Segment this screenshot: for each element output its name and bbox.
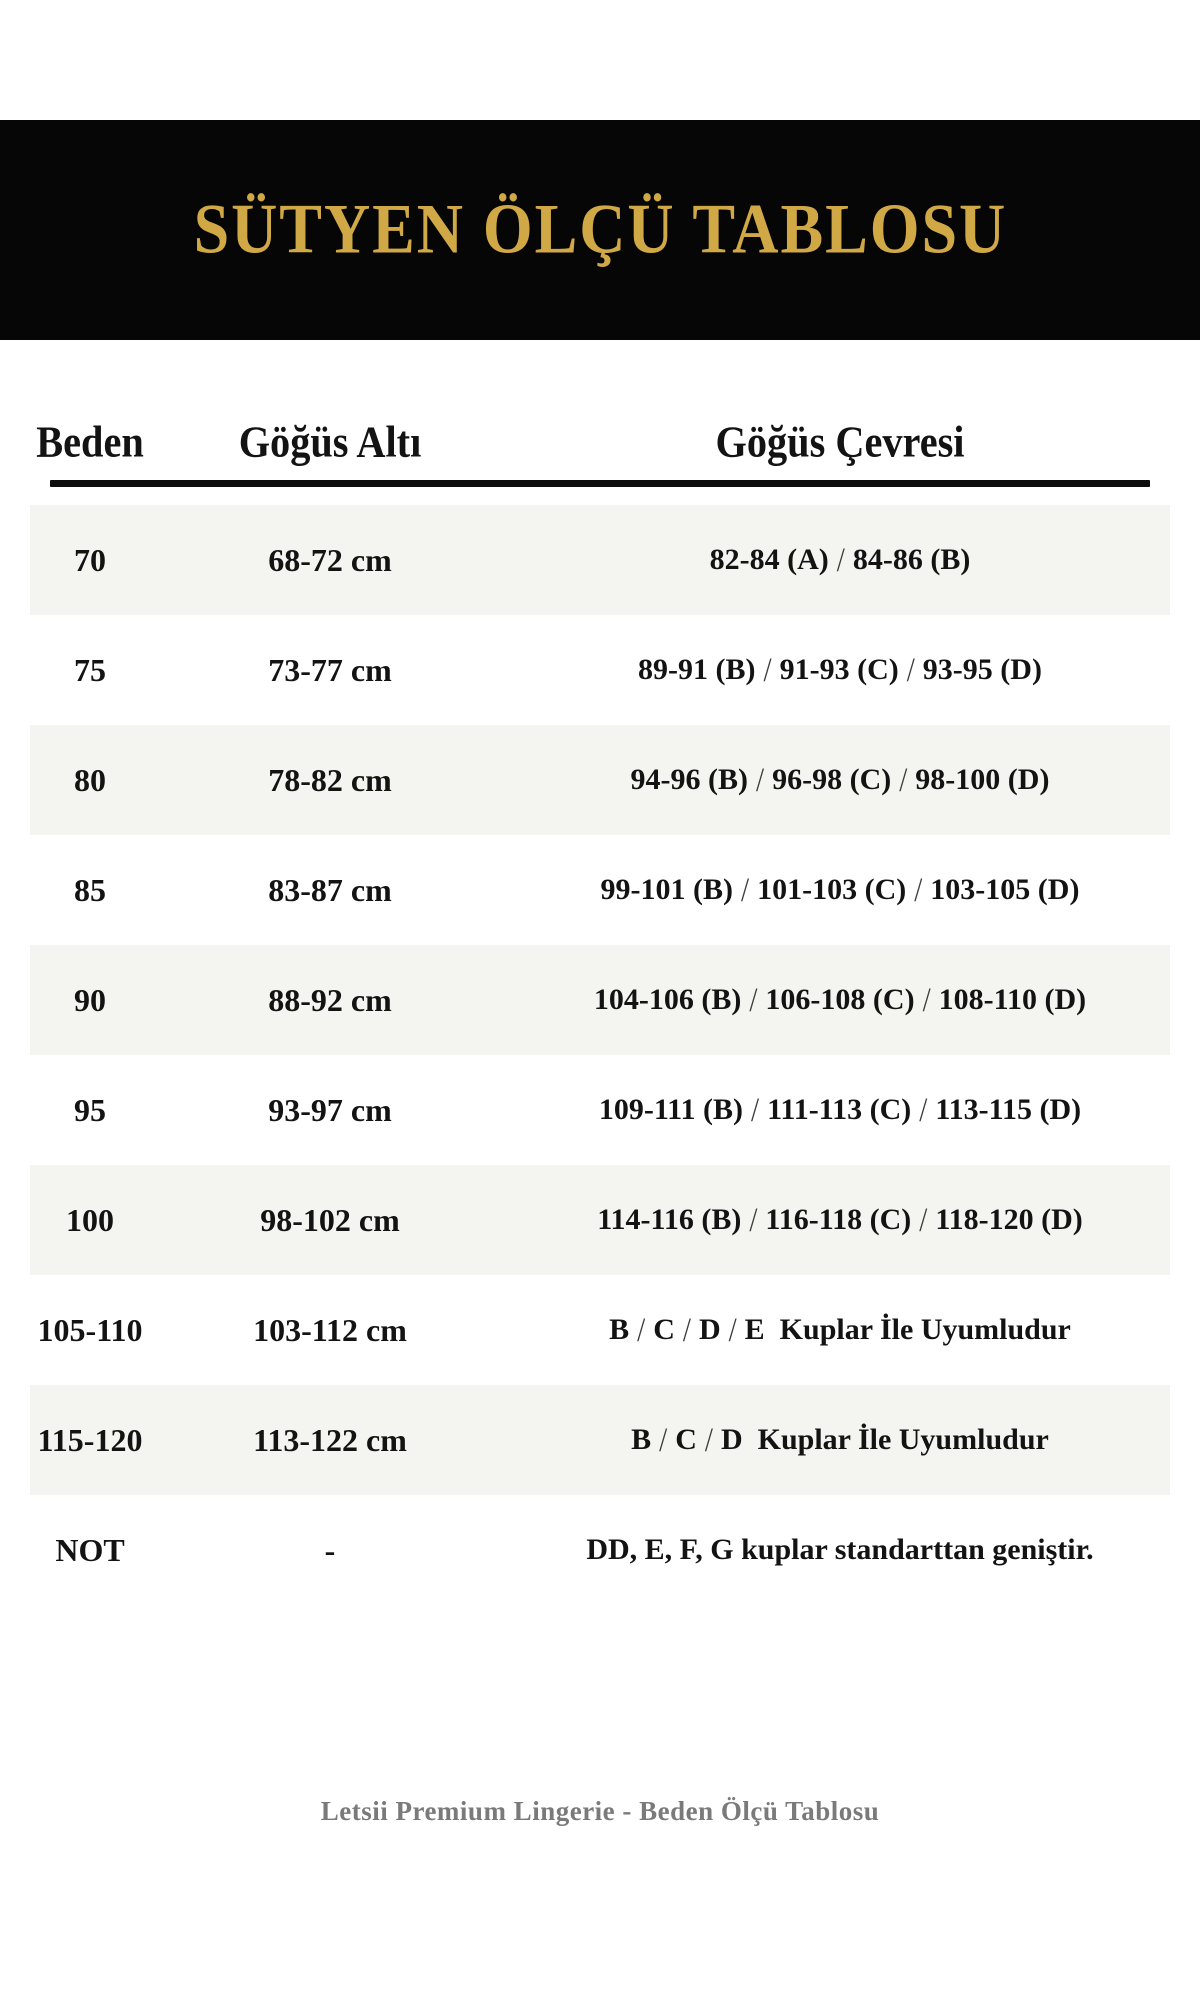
slash-separator: / [914, 871, 923, 909]
table-row [30, 505, 1170, 615]
header-beden: Beden [36, 418, 144, 468]
bust-range: 108-110 (D) [938, 983, 1087, 1016]
table-row [30, 945, 1170, 1055]
bust-range: 93-95 (D) [922, 653, 1042, 686]
bust-range: B [609, 1313, 630, 1346]
size-cell: NOT [55, 1531, 125, 1568]
footer-caption: Letsii Premium Lingerie - Beden Ölçü Tablosu [320, 1796, 880, 1826]
slash-separator: / [704, 1421, 713, 1459]
size-cell: 90 [74, 981, 106, 1018]
table-row [30, 1385, 1170, 1495]
table-row [30, 1055, 1170, 1165]
slash-separator: / [659, 1421, 668, 1459]
table-header-row [30, 412, 1170, 474]
slash-separator: / [763, 651, 772, 689]
bust-range: 89-91 (B) [638, 653, 756, 686]
header-gogus-alti: Göğüs Altı [238, 418, 422, 468]
bust-range: D Kuplar İle Uyumludur [720, 1423, 1049, 1456]
bust-range: C [653, 1313, 675, 1346]
size-chart-table [30, 412, 1170, 1605]
slash-separator: / [899, 761, 908, 799]
bust-range: 101-103 (C) [757, 873, 907, 906]
size-cell: 80 [74, 761, 106, 798]
bust-range: 98-100 (D) [915, 763, 1050, 796]
bust-cell [510, 1313, 1170, 1347]
size-cell: 100 [66, 1201, 114, 1238]
size-cell: 115-120 [37, 1421, 143, 1458]
slash-separator: / [919, 1201, 928, 1239]
bust-cell [510, 873, 1170, 907]
bust-range: 111-113 (C) [767, 1093, 912, 1126]
bust-cell [510, 1423, 1170, 1457]
table-row [30, 615, 1170, 725]
bust-range: 109-111 (B) [598, 1093, 744, 1126]
table-body [30, 505, 1170, 1605]
size-cell: 70 [74, 541, 106, 578]
header-gogus-cevresi: Göğüs Çevresi [715, 418, 965, 468]
slash-separator: / [741, 871, 750, 909]
header-divider-rule [50, 480, 1150, 487]
bust-range: 114-116 (B) [597, 1203, 742, 1236]
bust-range: 104-106 (B) [593, 983, 742, 1016]
bust-range: 84-86 (B) [852, 543, 971, 576]
underbust-cell: 98-102 cm [260, 1201, 400, 1238]
slash-separator: / [906, 651, 915, 689]
slash-separator: / [682, 1311, 691, 1349]
underbust-cell: 83-87 cm [268, 871, 392, 908]
bust-range: 99-101 (B) [600, 873, 734, 906]
slash-separator: / [749, 981, 758, 1019]
bust-range: C [675, 1423, 697, 1456]
bust-cell [510, 543, 1170, 577]
bust-range: 116-118 (C) [765, 1203, 912, 1236]
page-title: SÜTYEN ÖLÇÜ TABLOSU [193, 190, 1007, 269]
bust-cell [510, 1203, 1170, 1237]
table-row [30, 1495, 1170, 1605]
slash-separator: / [922, 981, 931, 1019]
slash-separator: / [751, 1091, 760, 1129]
underbust-cell: 68-72 cm [268, 541, 392, 578]
size-cell: 75 [74, 651, 106, 688]
bust-range: B [631, 1423, 652, 1456]
bust-range: D [698, 1313, 721, 1346]
underbust-cell: 78-82 cm [268, 761, 392, 798]
slash-separator: / [836, 541, 845, 579]
bust-cell [510, 1093, 1170, 1127]
bust-range: 82-84 (A) [709, 543, 829, 576]
slash-separator: / [919, 1091, 928, 1129]
bust-range: 106-108 (C) [765, 983, 915, 1016]
table-row [30, 1165, 1170, 1275]
underbust-cell: 88-92 cm [268, 981, 392, 1018]
underbust-cell: - [324, 1531, 336, 1568]
bust-cell [510, 983, 1170, 1017]
bust-range: 118-120 (D) [935, 1203, 1083, 1236]
slash-separator: / [756, 761, 765, 799]
bust-cell [510, 1533, 1170, 1567]
size-cell: 85 [74, 871, 106, 908]
size-cell: 95 [74, 1091, 106, 1128]
size-cell: 105-110 [37, 1311, 143, 1348]
table-row [30, 1275, 1170, 1385]
underbust-cell: 73-77 cm [268, 651, 392, 688]
bust-range: 96-98 (C) [772, 763, 892, 796]
title-banner [0, 120, 1200, 340]
table-row [30, 725, 1170, 835]
bust-cell [510, 653, 1170, 687]
bust-range: 103-105 (D) [930, 873, 1080, 906]
slash-separator: / [637, 1311, 646, 1349]
underbust-cell: 103-112 cm [253, 1311, 407, 1348]
slash-separator: / [728, 1311, 737, 1349]
bust-range: 91-93 (C) [779, 653, 899, 686]
table-row [30, 835, 1170, 945]
bust-range: 113-115 (D) [935, 1093, 1082, 1126]
bust-cell [510, 763, 1170, 797]
bust-range: E Kuplar İle Uyumludur [744, 1313, 1071, 1346]
slash-separator: / [749, 1201, 758, 1239]
underbust-cell: 113-122 cm [253, 1421, 407, 1458]
bust-range: DD, E, F, G kuplar standarttan geniştir. [586, 1533, 1094, 1566]
bust-range: 94-96 (B) [630, 763, 749, 796]
underbust-cell: 93-97 cm [268, 1091, 392, 1128]
